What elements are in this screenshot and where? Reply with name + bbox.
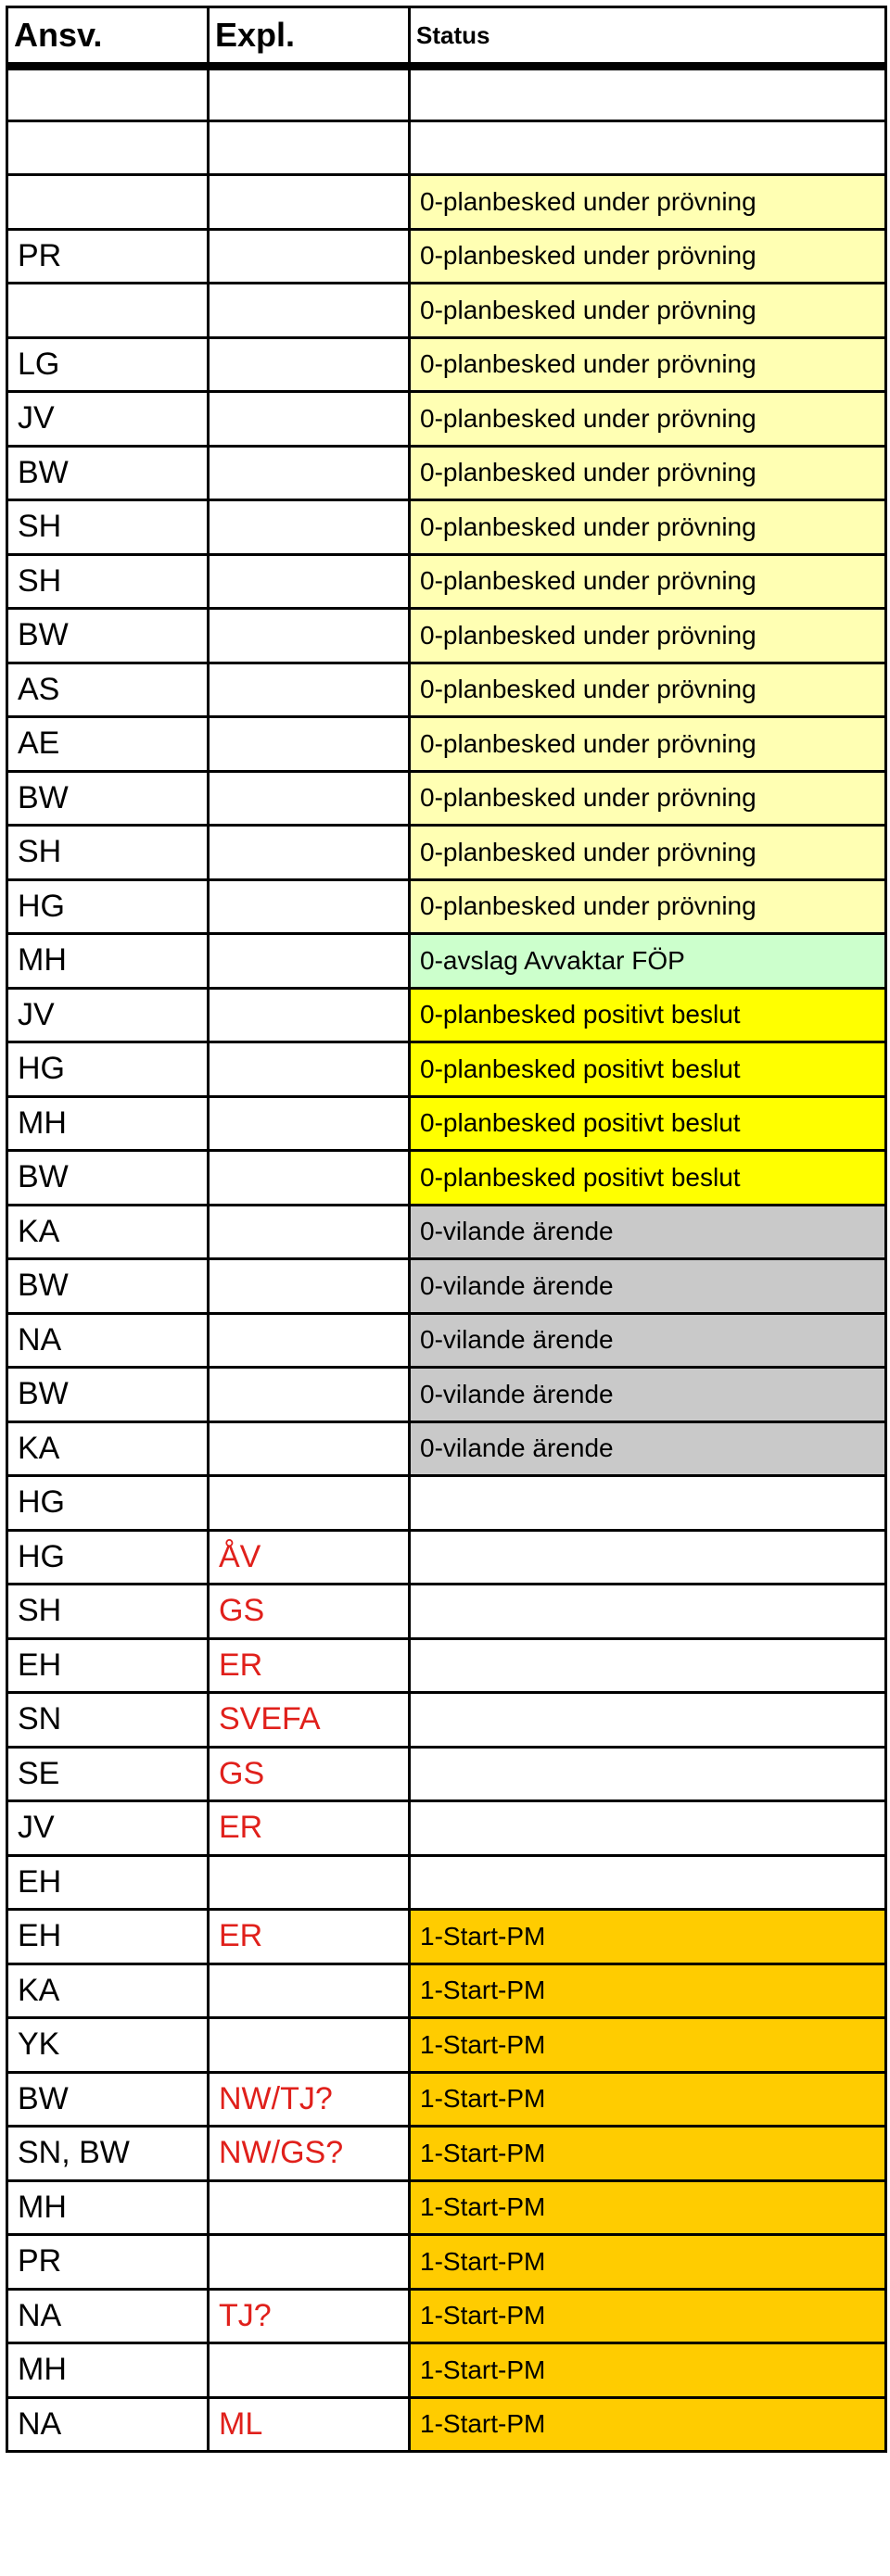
ansv-cell[interactable]: PR: [7, 2235, 209, 2290]
status-cell[interactable]: 0-planbesked under prövning: [410, 284, 886, 338]
ansv-cell[interactable]: HG: [7, 1530, 209, 1585]
ansv-cell[interactable]: SH: [7, 1585, 209, 1639]
status-cell[interactable]: [410, 67, 886, 121]
ansv-cell[interactable]: SE: [7, 1747, 209, 1801]
table-row: [7, 1910, 886, 1964]
status-cell[interactable]: 1-Start-PM: [410, 2343, 886, 2398]
expl-cell[interactable]: GS: [209, 1585, 410, 1639]
ansv-cell[interactable]: SH: [7, 500, 209, 555]
status-cell[interactable]: 0-planbesked under prövning: [410, 717, 886, 772]
table-row: [7, 175, 886, 230]
status-cell[interactable]: [410, 1801, 886, 1856]
expl-cell[interactable]: ER: [209, 1638, 410, 1693]
expl-cell[interactable]: [209, 1421, 410, 1476]
ansv-cell[interactable]: EH: [7, 1638, 209, 1693]
expl-cell[interactable]: [209, 717, 410, 772]
table-row: [7, 826, 886, 880]
expl-cell[interactable]: [209, 500, 410, 555]
status-cell[interactable]: 0-vilande ärende: [410, 1313, 886, 1368]
status-cell[interactable]: 0-planbesked under prövning: [410, 446, 886, 500]
table-body: [7, 67, 886, 2452]
table-row: [7, 934, 886, 989]
expl-cell[interactable]: [209, 1964, 410, 2018]
table-row: [7, 1259, 886, 1314]
expl-cell[interactable]: [209, 1205, 410, 1259]
status-cell[interactable]: [410, 1476, 886, 1531]
expl-cell[interactable]: [209, 446, 410, 500]
expl-cell[interactable]: ML: [209, 2397, 410, 2452]
expl-cell[interactable]: GS: [209, 1747, 410, 1801]
ansv-cell[interactable]: BW: [7, 2072, 209, 2127]
status-cell[interactable]: 0-avslag Avvaktar FÖP: [410, 934, 886, 989]
expl-cell[interactable]: ER: [209, 1801, 410, 1856]
status-cell[interactable]: 0-planbesked under prövning: [410, 771, 886, 826]
status-cell[interactable]: 0-vilande ärende: [410, 1259, 886, 1314]
ansv-cell[interactable]: BW: [7, 1368, 209, 1422]
ansv-cell[interactable]: KA: [7, 1421, 209, 1476]
status-cell[interactable]: 0-planbesked positivt beslut: [410, 1151, 886, 1206]
status-cell[interactable]: [410, 1638, 886, 1693]
ansv-cell[interactable]: MH: [7, 1096, 209, 1151]
ansv-cell[interactable]: YK: [7, 2018, 209, 2073]
ansv-cell[interactable]: [7, 120, 209, 175]
header-status[interactable]: Status: [410, 7, 886, 67]
expl-cell[interactable]: [209, 1096, 410, 1151]
ansv-cell[interactable]: JV: [7, 392, 209, 447]
status-cell[interactable]: 0-planbesked positivt beslut: [410, 1096, 886, 1151]
expl-cell[interactable]: ÅV: [209, 1530, 410, 1585]
status-cell[interactable]: 1-Start-PM: [410, 2289, 886, 2343]
table-row: [7, 1421, 886, 1476]
expl-cell[interactable]: NW/TJ?: [209, 2072, 410, 2127]
ansv-cell[interactable]: LG: [7, 337, 209, 392]
status-cell[interactable]: 0-vilande ärende: [410, 1368, 886, 1422]
expl-cell[interactable]: [209, 1368, 410, 1422]
table-row: [7, 1693, 886, 1748]
ansv-cell[interactable]: BW: [7, 609, 209, 663]
table-row: [7, 1205, 886, 1259]
table-row: [7, 2018, 886, 2073]
ansv-cell[interactable]: NA: [7, 2289, 209, 2343]
table-row: [7, 446, 886, 500]
status-table: [6, 6, 887, 2453]
status-cell[interactable]: 0-planbesked under prövning: [410, 826, 886, 880]
status-cell[interactable]: [410, 1530, 886, 1585]
expl-cell[interactable]: SVEFA: [209, 1693, 410, 1748]
expl-cell[interactable]: [209, 67, 410, 121]
table-row: [7, 1855, 886, 1910]
table-row: [7, 1096, 886, 1151]
table-row: [7, 1151, 886, 1206]
ansv-cell[interactable]: EH: [7, 1910, 209, 1964]
ansv-cell[interactable]: EH: [7, 1855, 209, 1910]
table-row: [7, 2180, 886, 2235]
expl-cell[interactable]: [209, 609, 410, 663]
ansv-cell[interactable]: MH: [7, 2180, 209, 2235]
ansv-cell[interactable]: SN: [7, 1693, 209, 1748]
expl-cell[interactable]: [209, 1855, 410, 1910]
ansv-cell[interactable]: MH: [7, 934, 209, 989]
expl-cell[interactable]: [209, 2018, 410, 2073]
expl-cell[interactable]: [209, 1313, 410, 1368]
header-expl[interactable]: Expl.: [209, 7, 410, 67]
status-cell[interactable]: [410, 1747, 886, 1801]
table-row: [7, 1585, 886, 1639]
ansv-cell[interactable]: [7, 284, 209, 338]
table-row: [7, 717, 886, 772]
table-row: [7, 229, 886, 284]
status-cell[interactable]: 1-Start-PM: [410, 2127, 886, 2181]
header-row: [7, 7, 886, 67]
table-row: [7, 771, 886, 826]
table-row: [7, 1368, 886, 1422]
table-row: [7, 337, 886, 392]
table-row: [7, 2289, 886, 2343]
status-cell[interactable]: 1-Start-PM: [410, 2235, 886, 2290]
expl-cell[interactable]: [209, 771, 410, 826]
status-cell[interactable]: 0-planbesked under prövning: [410, 229, 886, 284]
ansv-cell[interactable]: PR: [7, 229, 209, 284]
status-cell[interactable]: 0-vilande ärende: [410, 1205, 886, 1259]
ansv-cell[interactable]: JV: [7, 1801, 209, 1856]
expl-cell[interactable]: [209, 2343, 410, 2398]
expl-cell[interactable]: ER: [209, 1910, 410, 1964]
ansv-cell[interactable]: AE: [7, 717, 209, 772]
status-cell[interactable]: 1-Start-PM: [410, 2072, 886, 2127]
table-row: [7, 2235, 886, 2290]
table-row: [7, 1801, 886, 1856]
table-row: [7, 1964, 886, 2018]
table-row: [7, 988, 886, 1042]
table-row: [7, 1313, 886, 1368]
ansv-cell[interactable]: SH: [7, 826, 209, 880]
ansv-cell[interactable]: SH: [7, 554, 209, 609]
table-row: [7, 2072, 886, 2127]
ansv-cell[interactable]: KA: [7, 1205, 209, 1259]
expl-cell[interactable]: [209, 988, 410, 1042]
status-cell[interactable]: 0-planbesked under prövning: [410, 609, 886, 663]
ansv-cell[interactable]: BW: [7, 446, 209, 500]
table-row: [7, 879, 886, 934]
expl-cell[interactable]: [209, 1042, 410, 1097]
ansv-cell[interactable]: HG: [7, 1042, 209, 1097]
status-cell[interactable]: [410, 120, 886, 175]
expl-cell[interactable]: [209, 2180, 410, 2235]
status-cell[interactable]: 1-Start-PM: [410, 2180, 886, 2235]
table-row: [7, 392, 886, 447]
header-ansv[interactable]: Ansv.: [7, 7, 209, 67]
expl-cell[interactable]: [209, 554, 410, 609]
ansv-cell[interactable]: JV: [7, 988, 209, 1042]
status-cell[interactable]: 0-planbesked under prövning: [410, 663, 886, 717]
table-row: [7, 1042, 886, 1097]
table-row: [7, 1476, 886, 1531]
expl-cell[interactable]: [209, 934, 410, 989]
status-cell[interactable]: 0-vilande ärende: [410, 1421, 886, 1476]
status-cell[interactable]: 0-planbesked positivt beslut: [410, 988, 886, 1042]
table-row: [7, 554, 886, 609]
expl-cell[interactable]: [209, 826, 410, 880]
status-cell[interactable]: 1-Start-PM: [410, 2397, 886, 2452]
status-cell[interactable]: 1-Start-PM: [410, 2018, 886, 2073]
expl-cell[interactable]: [209, 1151, 410, 1206]
expl-cell[interactable]: [209, 663, 410, 717]
expl-cell[interactable]: [209, 1476, 410, 1531]
status-cell[interactable]: [410, 1855, 886, 1910]
ansv-cell[interactable]: NA: [7, 1313, 209, 1368]
expl-cell[interactable]: [209, 1259, 410, 1314]
ansv-cell[interactable]: [7, 175, 209, 230]
table-row: [7, 67, 886, 121]
ansv-cell[interactable]: BW: [7, 771, 209, 826]
expl-cell[interactable]: [209, 337, 410, 392]
status-cell[interactable]: 0-planbesked under prövning: [410, 175, 886, 230]
expl-cell[interactable]: [209, 392, 410, 447]
ansv-cell[interactable]: BW: [7, 1151, 209, 1206]
table-row: [7, 1638, 886, 1693]
ansv-cell[interactable]: [7, 67, 209, 121]
status-cell[interactable]: [410, 1585, 886, 1639]
expl-cell[interactable]: [209, 879, 410, 934]
ansv-cell[interactable]: BW: [7, 1259, 209, 1314]
status-cell[interactable]: 0-planbesked under prövning: [410, 554, 886, 609]
ansv-cell[interactable]: SN, BW: [7, 2127, 209, 2181]
expl-cell[interactable]: TJ?: [209, 2289, 410, 2343]
ansv-cell[interactable]: AS: [7, 663, 209, 717]
table-row: [7, 1530, 886, 1585]
status-cell[interactable]: 0-planbesked under prövning: [410, 337, 886, 392]
table-row: [7, 2343, 886, 2398]
status-cell[interactable]: 0-planbesked under prövning: [410, 500, 886, 555]
table-row: [7, 609, 886, 663]
table-row: [7, 663, 886, 717]
status-cell[interactable]: 1-Start-PM: [410, 1964, 886, 2018]
status-cell[interactable]: 0-planbesked under prövning: [410, 879, 886, 934]
status-cell[interactable]: 0-planbesked under prövning: [410, 392, 886, 447]
table-row: [7, 284, 886, 338]
expl-cell[interactable]: NW/GS?: [209, 2127, 410, 2181]
table-row: [7, 500, 886, 555]
ansv-cell[interactable]: MH: [7, 2343, 209, 2398]
status-cell[interactable]: 1-Start-PM: [410, 1910, 886, 1964]
table-row: [7, 2397, 886, 2452]
table-row: [7, 2127, 886, 2181]
expl-cell[interactable]: [209, 2235, 410, 2290]
ansv-cell[interactable]: NA: [7, 2397, 209, 2452]
expl-cell[interactable]: [209, 229, 410, 284]
ansv-cell[interactable]: KA: [7, 1964, 209, 2018]
table-row: [7, 120, 886, 175]
ansv-cell[interactable]: HG: [7, 879, 209, 934]
status-cell[interactable]: [410, 1693, 886, 1748]
expl-cell[interactable]: [209, 284, 410, 338]
table-row: [7, 1747, 886, 1801]
ansv-cell[interactable]: HG: [7, 1476, 209, 1531]
expl-cell[interactable]: [209, 120, 410, 175]
status-cell[interactable]: 0-planbesked positivt beslut: [410, 1042, 886, 1097]
expl-cell[interactable]: [209, 175, 410, 230]
